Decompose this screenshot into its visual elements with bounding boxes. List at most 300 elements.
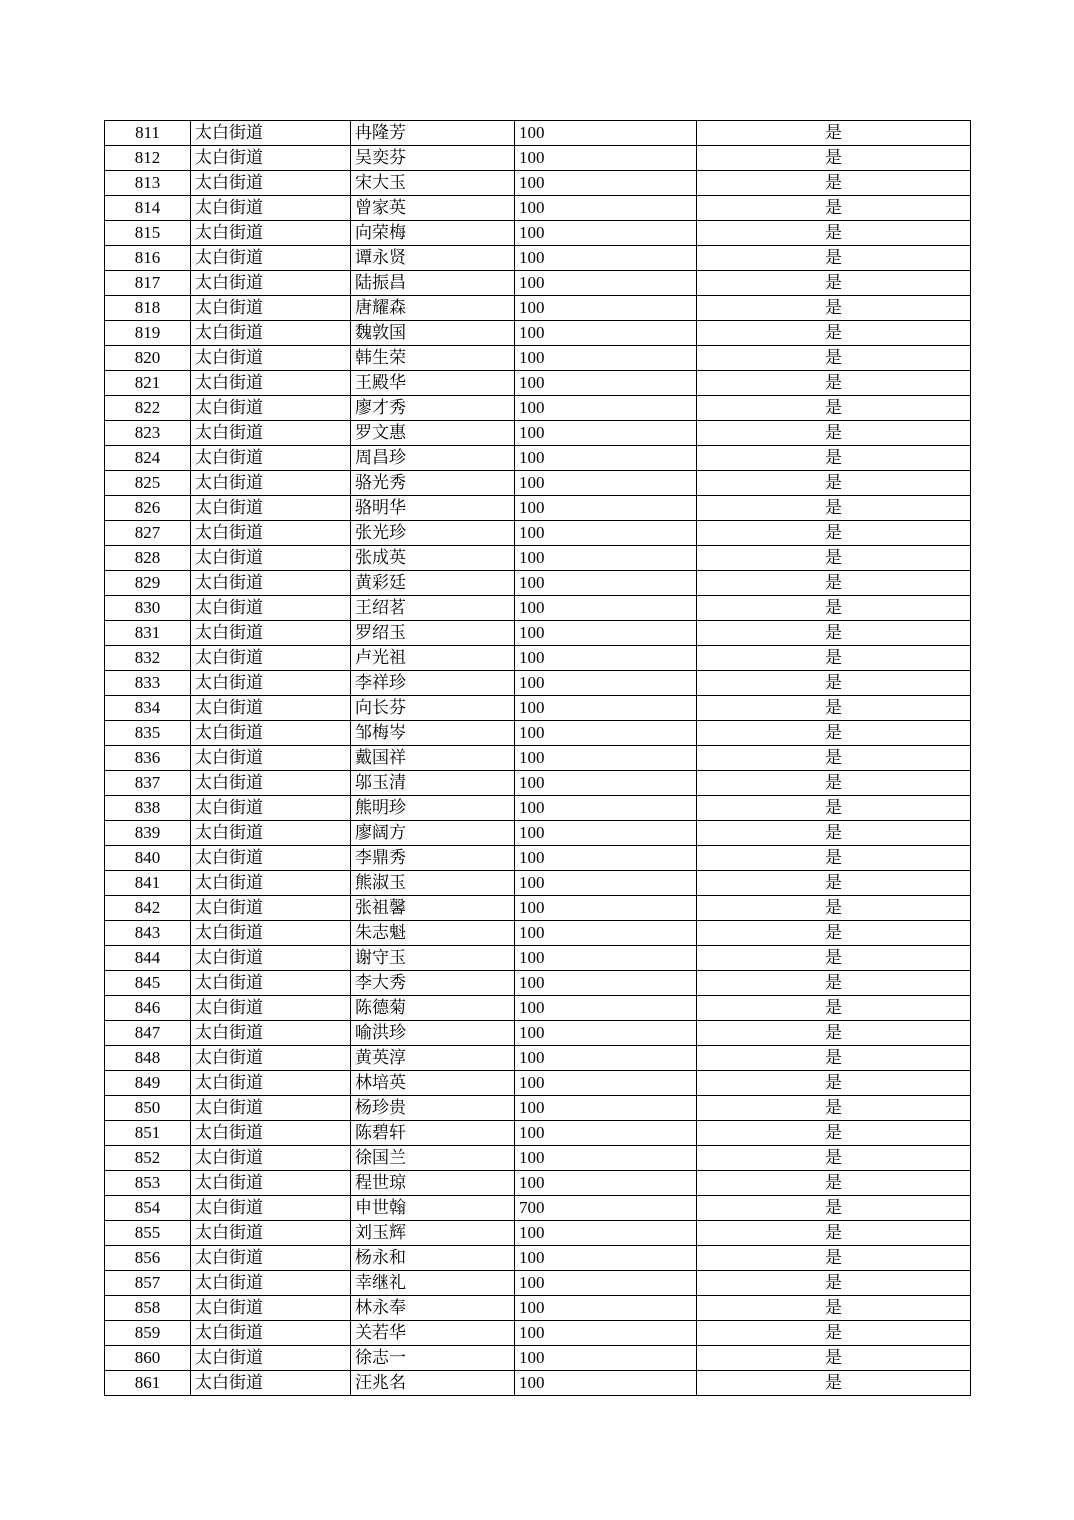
cell-index: 861 [105, 1371, 191, 1396]
cell-street: 太白街道 [191, 1321, 351, 1346]
table-row [105, 671, 971, 696]
cell-amount: 100 [515, 871, 697, 896]
cell-amount: 100 [515, 271, 697, 296]
cell-index: 836 [105, 746, 191, 771]
cell-index: 819 [105, 321, 191, 346]
cell-street: 太白街道 [191, 821, 351, 846]
table-row [105, 546, 971, 571]
table-row [105, 721, 971, 746]
table-row [105, 371, 971, 396]
cell-name: 罗绍玉 [351, 621, 515, 646]
cell-flag: 是 [697, 996, 971, 1021]
cell-index: 833 [105, 671, 191, 696]
cell-index: 859 [105, 1321, 191, 1346]
cell-street: 太白街道 [191, 771, 351, 796]
cell-street: 太白街道 [191, 646, 351, 671]
table-row [105, 921, 971, 946]
cell-index: 832 [105, 646, 191, 671]
cell-street: 太白街道 [191, 421, 351, 446]
cell-name: 申世翰 [351, 1196, 515, 1221]
cell-amount: 100 [515, 821, 697, 846]
cell-street: 太白街道 [191, 671, 351, 696]
table-row [105, 1071, 971, 1096]
cell-name: 李鼎秀 [351, 846, 515, 871]
cell-index: 818 [105, 296, 191, 321]
cell-name: 向长芬 [351, 696, 515, 721]
table-row [105, 1346, 971, 1371]
cell-name: 关若华 [351, 1321, 515, 1346]
table-row [105, 246, 971, 271]
cell-flag: 是 [697, 221, 971, 246]
table-row [105, 1146, 971, 1171]
cell-name: 廖阔方 [351, 821, 515, 846]
cell-amount: 100 [515, 196, 697, 221]
cell-name: 邹梅岑 [351, 721, 515, 746]
cell-amount: 100 [515, 1021, 697, 1046]
cell-name: 王殿华 [351, 371, 515, 396]
cell-name: 张成英 [351, 546, 515, 571]
table-row [105, 846, 971, 871]
table-row [105, 1371, 971, 1396]
cell-name: 廖才秀 [351, 396, 515, 421]
cell-flag: 是 [697, 1146, 971, 1171]
cell-flag: 是 [697, 1171, 971, 1196]
table-row [105, 1321, 971, 1346]
cell-amount: 100 [515, 671, 697, 696]
cell-amount: 100 [515, 721, 697, 746]
cell-index: 816 [105, 246, 191, 271]
cell-flag: 是 [697, 1271, 971, 1296]
cell-flag: 是 [697, 1096, 971, 1121]
cell-amount: 100 [515, 921, 697, 946]
cell-index: 855 [105, 1221, 191, 1246]
cell-flag: 是 [697, 971, 971, 996]
cell-flag: 是 [697, 496, 971, 521]
table-row [105, 271, 971, 296]
cell-amount: 100 [515, 596, 697, 621]
cell-street: 太白街道 [191, 1346, 351, 1371]
cell-street: 太白街道 [191, 971, 351, 996]
cell-name: 曾家英 [351, 196, 515, 221]
cell-amount: 100 [515, 171, 697, 196]
subsidy-table-container [104, 120, 970, 1396]
cell-index: 825 [105, 471, 191, 496]
cell-name: 朱志魁 [351, 921, 515, 946]
cell-name: 陆振昌 [351, 271, 515, 296]
cell-flag: 是 [697, 446, 971, 471]
cell-street: 太白街道 [191, 1271, 351, 1296]
table-row [105, 1121, 971, 1146]
table-row [105, 1196, 971, 1221]
cell-flag: 是 [697, 796, 971, 821]
cell-name: 黄英淳 [351, 1046, 515, 1071]
cell-street: 太白街道 [191, 396, 351, 421]
cell-flag: 是 [697, 546, 971, 571]
cell-amount: 100 [515, 846, 697, 871]
cell-amount: 100 [515, 896, 697, 921]
cell-street: 太白街道 [191, 171, 351, 196]
cell-street: 太白街道 [191, 1171, 351, 1196]
cell-index: 828 [105, 546, 191, 571]
cell-street: 太白街道 [191, 1021, 351, 1046]
cell-name: 熊淑玉 [351, 871, 515, 896]
subsidy-table [104, 120, 971, 1396]
cell-flag: 是 [697, 1121, 971, 1146]
cell-amount: 100 [515, 471, 697, 496]
cell-flag: 是 [697, 171, 971, 196]
cell-amount: 100 [515, 146, 697, 171]
cell-name: 周昌珍 [351, 446, 515, 471]
table-row [105, 1271, 971, 1296]
cell-flag: 是 [697, 896, 971, 921]
cell-street: 太白街道 [191, 446, 351, 471]
cell-street: 太白街道 [191, 146, 351, 171]
table-row [105, 1296, 971, 1321]
cell-index: 849 [105, 1071, 191, 1096]
cell-street: 太白街道 [191, 1121, 351, 1146]
cell-flag: 是 [697, 1021, 971, 1046]
cell-name: 程世琼 [351, 1171, 515, 1196]
cell-flag: 是 [697, 321, 971, 346]
cell-index: 813 [105, 171, 191, 196]
cell-index: 817 [105, 271, 191, 296]
cell-flag: 是 [697, 771, 971, 796]
cell-name: 谭永贤 [351, 246, 515, 271]
cell-name: 张光珍 [351, 521, 515, 546]
cell-index: 848 [105, 1046, 191, 1071]
cell-index: 845 [105, 971, 191, 996]
cell-index: 837 [105, 771, 191, 796]
cell-street: 太白街道 [191, 1146, 351, 1171]
cell-name: 幸继礼 [351, 1271, 515, 1296]
table-row [105, 971, 971, 996]
cell-name: 冉隆芳 [351, 121, 515, 146]
cell-flag: 是 [697, 271, 971, 296]
cell-street: 太白街道 [191, 871, 351, 896]
table-row [105, 471, 971, 496]
cell-flag: 是 [697, 1321, 971, 1346]
cell-name: 王绍茗 [351, 596, 515, 621]
cell-index: 814 [105, 196, 191, 221]
cell-street: 太白街道 [191, 721, 351, 746]
cell-amount: 100 [515, 696, 697, 721]
cell-flag: 是 [697, 471, 971, 496]
cell-street: 太白街道 [191, 321, 351, 346]
table-row [105, 1221, 971, 1246]
cell-amount: 100 [515, 1321, 697, 1346]
cell-flag: 是 [697, 721, 971, 746]
cell-index: 856 [105, 1246, 191, 1271]
cell-amount: 100 [515, 221, 697, 246]
cell-name: 魏敦国 [351, 321, 515, 346]
cell-street: 太白街道 [191, 846, 351, 871]
cell-name: 林培英 [351, 1071, 515, 1096]
cell-name: 向荣梅 [351, 221, 515, 246]
cell-street: 太白街道 [191, 1296, 351, 1321]
cell-flag: 是 [697, 121, 971, 146]
cell-name: 黄彩廷 [351, 571, 515, 596]
cell-flag: 是 [697, 946, 971, 971]
cell-street: 太白街道 [191, 296, 351, 321]
cell-flag: 是 [697, 296, 971, 321]
table-row [105, 421, 971, 446]
cell-index: 842 [105, 896, 191, 921]
cell-street: 太白街道 [191, 796, 351, 821]
cell-index: 821 [105, 371, 191, 396]
cell-flag: 是 [697, 1296, 971, 1321]
cell-index: 857 [105, 1271, 191, 1296]
cell-index: 852 [105, 1146, 191, 1171]
cell-amount: 100 [515, 521, 697, 546]
cell-flag: 是 [697, 696, 971, 721]
cell-index: 851 [105, 1121, 191, 1146]
table-row [105, 771, 971, 796]
cell-amount: 100 [515, 1096, 697, 1121]
table-row [105, 346, 971, 371]
table-row [105, 1096, 971, 1121]
cell-street: 太白街道 [191, 1371, 351, 1396]
table-row [105, 296, 971, 321]
cell-street: 太白街道 [191, 496, 351, 521]
cell-street: 太白街道 [191, 1246, 351, 1271]
cell-amount: 100 [515, 121, 697, 146]
cell-name: 汪兆名 [351, 1371, 515, 1396]
cell-street: 太白街道 [191, 946, 351, 971]
cell-amount: 100 [515, 971, 697, 996]
cell-flag: 是 [697, 746, 971, 771]
cell-index: 853 [105, 1171, 191, 1196]
cell-name: 唐耀森 [351, 296, 515, 321]
table-row [105, 796, 971, 821]
cell-amount: 100 [515, 646, 697, 671]
cell-index: 854 [105, 1196, 191, 1221]
cell-street: 太白街道 [191, 1221, 351, 1246]
cell-index: 827 [105, 521, 191, 546]
cell-index: 860 [105, 1346, 191, 1371]
cell-index: 831 [105, 621, 191, 646]
cell-index: 830 [105, 596, 191, 621]
cell-flag: 是 [697, 1071, 971, 1096]
cell-flag: 是 [697, 196, 971, 221]
cell-amount: 100 [515, 1271, 697, 1296]
cell-street: 太白街道 [191, 546, 351, 571]
cell-amount: 100 [515, 1296, 697, 1321]
cell-index: 838 [105, 796, 191, 821]
cell-index: 839 [105, 821, 191, 846]
table-row [105, 896, 971, 921]
cell-flag: 是 [697, 246, 971, 271]
cell-flag: 是 [697, 521, 971, 546]
cell-amount: 100 [515, 396, 697, 421]
cell-flag: 是 [697, 921, 971, 946]
cell-flag: 是 [697, 596, 971, 621]
cell-street: 太白街道 [191, 621, 351, 646]
cell-flag: 是 [697, 421, 971, 446]
table-row [105, 196, 971, 221]
table-body [105, 121, 971, 1396]
cell-street: 太白街道 [191, 1096, 351, 1121]
cell-index: 847 [105, 1021, 191, 1046]
cell-flag: 是 [697, 396, 971, 421]
cell-name: 骆光秀 [351, 471, 515, 496]
cell-flag: 是 [697, 1346, 971, 1371]
cell-name: 徐国兰 [351, 1146, 515, 1171]
cell-amount: 100 [515, 346, 697, 371]
cell-name: 杨永和 [351, 1246, 515, 1271]
table-row [105, 646, 971, 671]
cell-flag: 是 [697, 1371, 971, 1396]
cell-index: 820 [105, 346, 191, 371]
cell-amount: 700 [515, 1196, 697, 1221]
table-row [105, 1171, 971, 1196]
table-row [105, 946, 971, 971]
table-row [105, 871, 971, 896]
cell-amount: 100 [515, 621, 697, 646]
cell-amount: 100 [515, 246, 697, 271]
cell-amount: 100 [515, 946, 697, 971]
cell-flag: 是 [697, 1246, 971, 1271]
cell-amount: 100 [515, 446, 697, 471]
cell-name: 李祥珍 [351, 671, 515, 696]
cell-street: 太白街道 [191, 271, 351, 296]
cell-amount: 100 [515, 1371, 697, 1396]
cell-flag: 是 [697, 1221, 971, 1246]
cell-street: 太白街道 [191, 896, 351, 921]
table-row [105, 746, 971, 771]
table-row [105, 446, 971, 471]
cell-index: 840 [105, 846, 191, 871]
table-row [105, 621, 971, 646]
cell-name: 骆明华 [351, 496, 515, 521]
cell-name: 吴奕芬 [351, 146, 515, 171]
table-row [105, 221, 971, 246]
cell-name: 邬玉清 [351, 771, 515, 796]
cell-name: 陈德菊 [351, 996, 515, 1021]
cell-index: 826 [105, 496, 191, 521]
cell-name: 喻洪珍 [351, 1021, 515, 1046]
cell-street: 太白街道 [191, 521, 351, 546]
table-row [105, 571, 971, 596]
cell-amount: 100 [515, 421, 697, 446]
cell-flag: 是 [697, 621, 971, 646]
cell-name: 杨珍贵 [351, 1096, 515, 1121]
cell-flag: 是 [697, 871, 971, 896]
cell-index: 811 [105, 121, 191, 146]
cell-name: 卢光祖 [351, 646, 515, 671]
cell-flag: 是 [697, 846, 971, 871]
cell-flag: 是 [697, 671, 971, 696]
table-row [105, 121, 971, 146]
cell-flag: 是 [697, 346, 971, 371]
cell-street: 太白街道 [191, 571, 351, 596]
table-row [105, 396, 971, 421]
cell-index: 835 [105, 721, 191, 746]
cell-amount: 100 [515, 296, 697, 321]
cell-amount: 100 [515, 796, 697, 821]
cell-index: 822 [105, 396, 191, 421]
cell-street: 太白街道 [191, 121, 351, 146]
table-row [105, 146, 971, 171]
cell-amount: 100 [515, 321, 697, 346]
cell-index: 841 [105, 871, 191, 896]
cell-street: 太白街道 [191, 1046, 351, 1071]
cell-amount: 100 [515, 1071, 697, 1096]
cell-index: 824 [105, 446, 191, 471]
cell-name: 张祖馨 [351, 896, 515, 921]
cell-street: 太白街道 [191, 1071, 351, 1096]
cell-flag: 是 [697, 1046, 971, 1071]
table-row [105, 996, 971, 1021]
cell-flag: 是 [697, 646, 971, 671]
cell-amount: 100 [515, 1046, 697, 1071]
cell-flag: 是 [697, 371, 971, 396]
cell-flag: 是 [697, 821, 971, 846]
cell-name: 韩生荣 [351, 346, 515, 371]
cell-name: 谢守玉 [351, 946, 515, 971]
cell-amount: 100 [515, 1246, 697, 1271]
cell-street: 太白街道 [191, 371, 351, 396]
cell-amount: 100 [515, 571, 697, 596]
cell-street: 太白街道 [191, 246, 351, 271]
cell-name: 宋大玉 [351, 171, 515, 196]
cell-amount: 100 [515, 1146, 697, 1171]
cell-amount: 100 [515, 746, 697, 771]
cell-amount: 100 [515, 771, 697, 796]
cell-flag: 是 [697, 1196, 971, 1221]
cell-index: 843 [105, 921, 191, 946]
cell-amount: 100 [515, 371, 697, 396]
cell-amount: 100 [515, 1121, 697, 1146]
table-row [105, 1246, 971, 1271]
cell-name: 林永奉 [351, 1296, 515, 1321]
cell-name: 戴国祥 [351, 746, 515, 771]
cell-street: 太白街道 [191, 696, 351, 721]
cell-street: 太白街道 [191, 196, 351, 221]
cell-amount: 100 [515, 546, 697, 571]
cell-street: 太白街道 [191, 921, 351, 946]
cell-street: 太白街道 [191, 746, 351, 771]
cell-index: 834 [105, 696, 191, 721]
cell-name: 罗文惠 [351, 421, 515, 446]
cell-name: 李大秀 [351, 971, 515, 996]
cell-name: 陈碧轩 [351, 1121, 515, 1146]
table-row [105, 1021, 971, 1046]
table-row [105, 696, 971, 721]
cell-flag: 是 [697, 146, 971, 171]
cell-amount: 100 [515, 496, 697, 521]
cell-street: 太白街道 [191, 471, 351, 496]
cell-index: 812 [105, 146, 191, 171]
cell-flag: 是 [697, 571, 971, 596]
cell-amount: 100 [515, 1221, 697, 1246]
cell-index: 844 [105, 946, 191, 971]
cell-amount: 100 [515, 1346, 697, 1371]
cell-index: 815 [105, 221, 191, 246]
cell-name: 徐志一 [351, 1346, 515, 1371]
table-row [105, 321, 971, 346]
cell-street: 太白街道 [191, 221, 351, 246]
cell-index: 850 [105, 1096, 191, 1121]
cell-street: 太白街道 [191, 346, 351, 371]
cell-name: 熊明珍 [351, 796, 515, 821]
cell-index: 858 [105, 1296, 191, 1321]
table-row [105, 496, 971, 521]
cell-street: 太白街道 [191, 1196, 351, 1221]
cell-index: 846 [105, 996, 191, 1021]
cell-index: 829 [105, 571, 191, 596]
cell-index: 823 [105, 421, 191, 446]
table-row [105, 171, 971, 196]
